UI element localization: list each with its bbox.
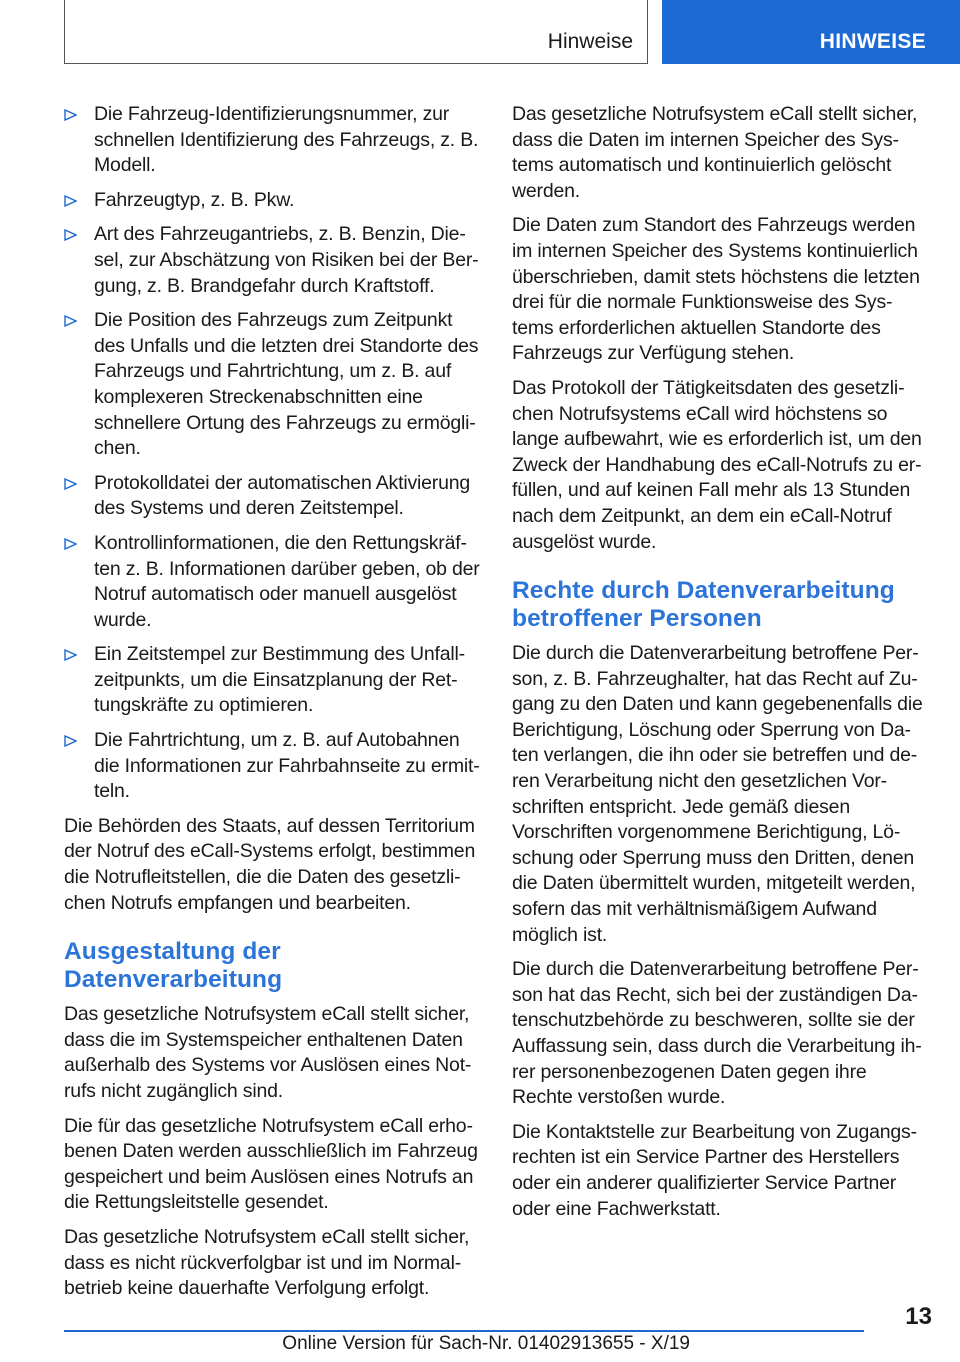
- footer-divider: [64, 1330, 864, 1332]
- section-heading-design: Ausgestaltung der Datenverarbeitung: [64, 938, 283, 994]
- triangle-right-outline-icon: [64, 649, 78, 661]
- paragraph: Das Protokoll der Tätigkeitsdaten des gesetzli-chen Notrufsystems eCall wird höchstens so lange aufbewahrt, wie es erforderlich ist, um den Zweck der Handhabung des eCall-Notrufs zu er-füllen, und auf keinen Fall mehr als 13 Stunden nach dem Zeitpunkt, an dem ein eCall-Notruf ausgelöst wurde.: [512, 376, 922, 553]
- page-header: [0, 0, 960, 64]
- list-item-text: Art des Fahrzeugantriebs, z. B. Benzin, Die-sel, zur Abschätzung von Risiken bei der Ber-gung, z. B. Brandgefahr durch Kraftstoff.: [94, 223, 479, 297]
- paragraph-authorities: Die Behörden des Staats, auf dessen Territorium der Notruf des eCall-Systems erfolgt, bestimmen die Notrufleitstellen, die die Daten des gesetzli-chen Notrufs empfangen und bearbeiten.: [64, 814, 476, 914]
- paragraph: Die Daten zum Standort des Fahrzeugs werden im internen Speicher des Systems kontinuierlich überschrieben, damit stets höchstens die letzten drei für die normale Funktionsweise des Sys-tems erforderlichen aktuellen Standorte des Fahrzeugs zur Verfügung stehen.: [512, 214, 920, 365]
- header-chapter-label: HINWEISE: [819, 30, 926, 53]
- paragraph: Die Kontaktstelle zur Bearbeitung von Zugangs-rechten ist ein Service Partner des Herstellers oder ein anderer qualifizierter Service Partner oder eine Fachwerkstatt.: [512, 1120, 917, 1220]
- list-item-text: Die Fahrzeug-Identifizierungsnummer, zur schnellen Identifizierung des Fahrzeugs, z. B. Modell.: [94, 103, 479, 177]
- list-item: [64, 222, 482, 299]
- header-section-box: [64, 0, 648, 64]
- header-section-title: Hinweise: [547, 30, 633, 53]
- triangle-right-outline-icon: [64, 478, 78, 490]
- list-item-text: Die Position des Fahrzeugs zum Zeitpunkt des Unfalls und die letzten drei Standorte des Fahrzeugs und Fahrtrichtung, um z. B. auf komplexeren Streckenabschnitten eine schnellere Ortung des Fahrzeugs zu ermögli-chen.: [94, 309, 479, 460]
- list-item: [64, 102, 482, 179]
- list-item: [64, 531, 482, 633]
- paragraph: Die durch die Datenverarbeitung betroffene Per-son hat das Recht, sich bei der zuständigen Da-tenschutzbehörde zu beschweren, sollte sie der Auffassung sein, dass durch die Verarbeitung ih-rer personenbezogenen Daten gegen ihre Rechte verstoßen wurde.: [512, 958, 922, 1109]
- list-item-text: Kontrollinformationen, die den Rettungskräf-ten z. B. Informationen darüber geben, ob der Notruf automatisch oder manuell ausgelöst wurde.: [94, 531, 480, 631]
- triangle-right-outline-icon: [64, 229, 78, 241]
- list-item: [64, 188, 482, 214]
- list-item-text: Protokolldatei der automatischen Aktivierung des Systems und deren Zeitstempel.: [94, 471, 471, 520]
- list-item-text: Die Fahrtrichtung, um z. B. auf Autobahnen die Informationen zur Fahrbahnseite zu ermit-teln.: [94, 729, 480, 803]
- data-list: [64, 102, 482, 805]
- paragraph: Das gesetzliche Notrufsystem eCall stellt sicher, dass die im Systemspeicher enthaltenen Daten außerhalb des Systems vor Auslösen eines Not-rufs nicht zugänglich sind.: [64, 1003, 472, 1102]
- list-item-text: Ein Zeitstempel zur Bestimmung des Unfall-zeitpunkts, um die Einsatzplanung der Ret-tungskräfte zu optimieren.: [94, 643, 465, 717]
- triangle-right-outline-icon: [64, 735, 78, 747]
- paragraph: Die für das gesetzliche Notrufsystem eCall erho-benen Daten werden ausschließlich im Fahrzeug gespeichert und beim Auslösen eines Notrufs an die Rettungsleitstelle gesendet.: [64, 1114, 478, 1214]
- paragraph: Die durch die Datenverarbeitung betroffene Per-son, z. B. Fahrzeughalter, hat das Recht auf Zu-gang zu den Daten und kann gegebenenfalls die Berichtigung, Löschung oder Sperrung von Da-ten verlangen, die ihn oder sie betreffen und de-ren Verarbeitung nicht den gesetzlichen Vor-schriften entspricht. Jede gemäß diesen Vorschriften vorgenommene Berichtigung, Lö-schung oder Sperrung muss den Dritten, denen die Daten übermittelt wurden, mitgeteilt werden, sofern das mit verhältnismäßigem Aufwand möglich ist.: [512, 642, 923, 946]
- list-item: [64, 642, 482, 719]
- list-item-text: Fahrzeugtyp, z. B. Pkw.: [94, 188, 295, 211]
- right-column: [512, 102, 926, 1231]
- list-item: [64, 308, 482, 462]
- paragraph: Das gesetzliche Notrufsystem eCall stellt sicher, dass es nicht rückverfolgbar ist und im Normal-betrieb keine dauerhafte Verfolgung erfolgt.: [64, 1225, 470, 1300]
- triangle-right-outline-icon: [64, 195, 78, 207]
- page-number: 13: [905, 1303, 932, 1330]
- triangle-right-outline-icon: [64, 315, 78, 327]
- section-heading-rights: Rechte durch Datenverarbeitung betroffener Personen: [512, 577, 895, 633]
- list-item: [64, 728, 482, 805]
- paragraph: Das gesetzliche Notrufsystem eCall stellt sicher, dass die Daten im internen Speicher des Sys-tems automatisch und kontinuierlich gelöscht werden.: [512, 103, 918, 202]
- footer-online-version: Online Version für Sach-Nr. 01402913655 - X/19: [282, 1333, 690, 1354]
- triangle-right-outline-icon: [64, 109, 78, 121]
- triangle-right-outline-icon: [64, 538, 78, 550]
- list-item: [64, 471, 482, 522]
- left-column: [64, 102, 482, 1311]
- header-chapter-tab: [662, 0, 960, 64]
